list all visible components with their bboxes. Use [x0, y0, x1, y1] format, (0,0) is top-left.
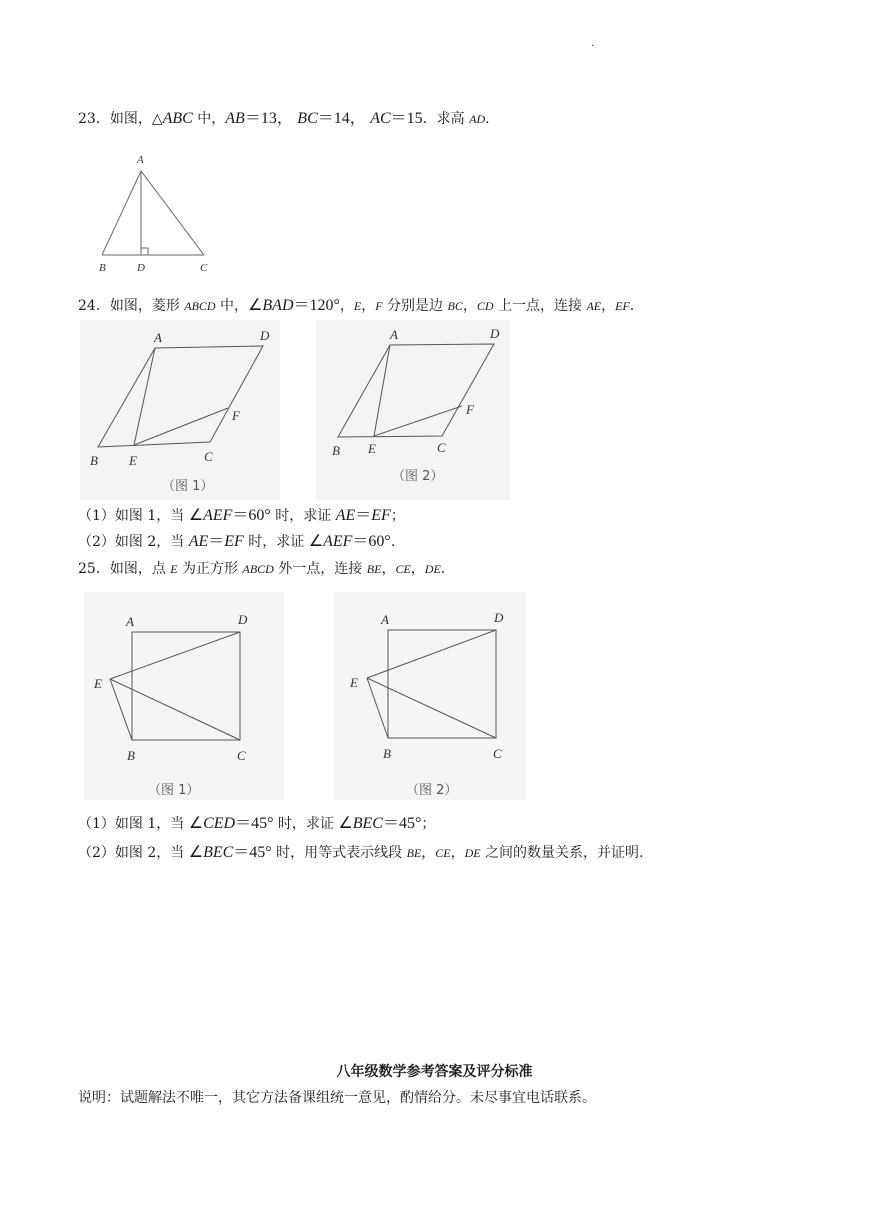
fig2-caption: （图 2） [392, 469, 444, 484]
fig1-label-c: C [237, 748, 246, 763]
q25-part-1: （1）如图 1，当 ∠CED＝45° 时，求证 ∠BEC＝45°； [78, 815, 436, 832]
label-a: A [137, 154, 144, 166]
q25-part-2: （2）如图 2，当 ∠BEC＝45° 时，用等式表示线段 BE，CE，DE 之间的数量关系，并证明. [78, 844, 644, 861]
question-25: 25．如图，点 E 为正方形 ABCD 外一点，连接 BE，CE，DE. [78, 561, 446, 577]
fig1-label-e: E [94, 676, 102, 691]
fig1-label-d: D [260, 328, 270, 343]
fig1-label-b: B [90, 453, 98, 468]
q23-number: 23．如图， [78, 111, 152, 127]
q24-part-2: （2）如图 2，当 AE＝EF 时，求证 ∠AEF＝60°. [78, 533, 396, 550]
q23-triangle-figure [90, 145, 230, 280]
q24-part-1: （1）如图 1，当 ∠AEF＝60° 时，求证 AE＝EF； [78, 507, 405, 524]
header-mark: . [591, 38, 595, 49]
fig1-label-e: E [129, 453, 137, 468]
q25-number: 25．如图，点 [78, 561, 171, 577]
label-c: C [200, 262, 208, 274]
fig2-label-a: A [390, 327, 398, 342]
label-d: D [137, 262, 145, 274]
fig2-label-b: B [332, 443, 340, 458]
question-24: 24．如图，菱形 ABCD 中，∠BAD＝120°，E，F 分别是边 BC，CD 上一点，连接 AE，EF. [78, 297, 635, 314]
answer-note: 说明：试题解法不唯一，其它方法备课组统一意见，酌情给分。未尽事宜电话联系。 [78, 1090, 596, 1106]
fig2-label-c: C [437, 440, 446, 455]
fig1-label-b: B [127, 748, 135, 763]
fig2-label-d: D [490, 326, 500, 341]
fig2-label-e: E [350, 675, 358, 690]
fig2-caption: （图 2） [406, 783, 458, 798]
fig2-label-d: D [494, 610, 504, 625]
fig2-label-b: B [383, 746, 391, 761]
q24-rhombus-figures [80, 320, 540, 500]
fig2-label-e: E [368, 441, 376, 456]
fig1-label-c: C [204, 449, 213, 464]
answer-title: 八年级数学参考答案及评分标准 [336, 1064, 533, 1080]
fig2-label-a: A [381, 612, 389, 627]
q25-square-figures [84, 592, 530, 802]
fig1-label-d: D [238, 612, 248, 627]
label-b: B [99, 262, 106, 274]
fig1-caption: （图 1） [162, 479, 214, 494]
fig2-label-f: F [466, 402, 474, 417]
fig1-caption: （图 1） [148, 783, 200, 798]
fig1-label-a: A [154, 330, 162, 345]
fig2-label-c: C [493, 746, 502, 761]
q24-number: 24．如图，菱形 [78, 298, 185, 314]
question-23: 23．如图，△ABC 中，AB＝13， BC＝14， AC＝15．求高 AD. [78, 110, 490, 127]
fig1-label-f: F [232, 408, 240, 423]
fig1-label-a: A [126, 614, 134, 629]
